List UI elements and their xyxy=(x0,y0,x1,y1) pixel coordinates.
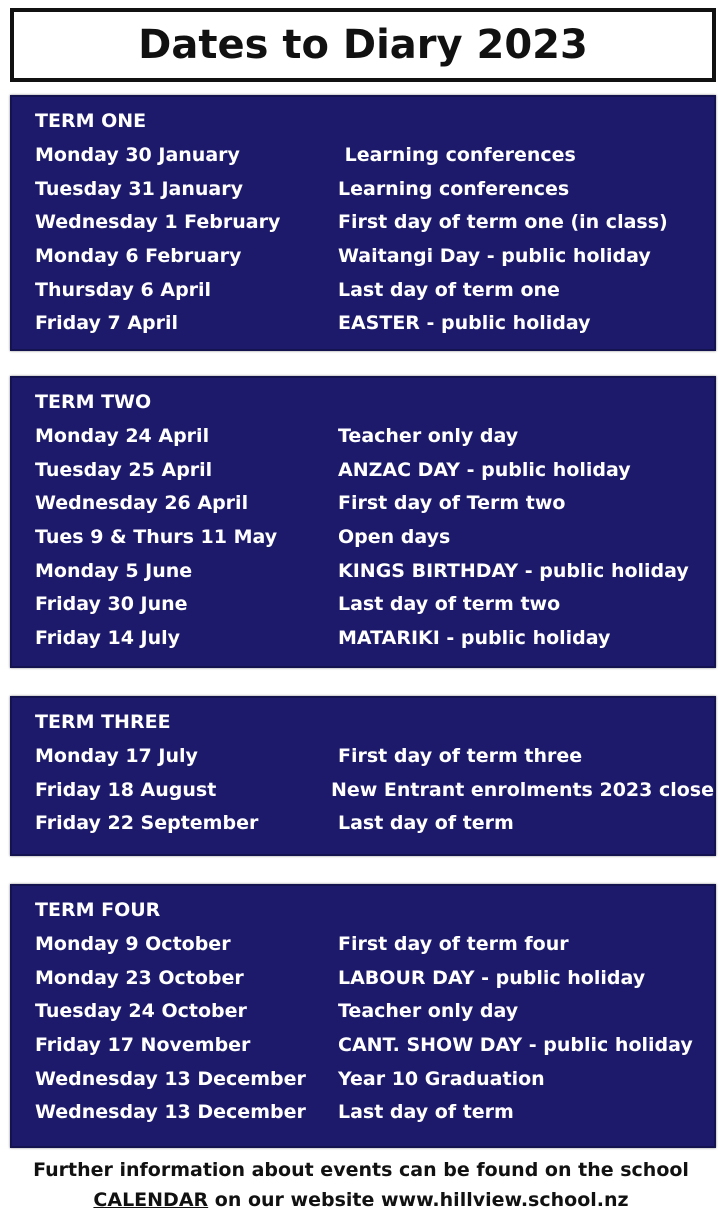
event-cell: Last day of term one xyxy=(338,278,560,301)
date-cell: Wednesday 1 February xyxy=(35,211,281,234)
event-cell: Teacher only day xyxy=(338,1000,519,1023)
event-cell: New Entrant enrolments 2023 close xyxy=(330,778,714,801)
list-item xyxy=(35,1033,714,1067)
date-cell: Monday 17 July xyxy=(35,745,198,767)
date-cell: Monday 30 January xyxy=(35,144,240,166)
term-heading: TERM ONE xyxy=(35,110,147,132)
event-cell: First day of term four xyxy=(338,933,569,955)
date-cell: Tues 9 & Thurs 11 May xyxy=(35,526,278,549)
list-item xyxy=(35,210,714,244)
event-cell: First day of term three xyxy=(338,745,583,767)
event-cell: LABOUR DAY - public holiday xyxy=(338,966,646,989)
list-item xyxy=(35,559,714,593)
event-cell: Teacher only day xyxy=(338,425,519,447)
date-cell: Friday 30 June xyxy=(35,593,188,616)
term-four-panel xyxy=(10,884,716,1148)
list-item xyxy=(35,143,714,177)
list-item xyxy=(35,177,714,211)
event-cell: Last day of term xyxy=(338,1101,514,1124)
date-cell: Thursday 6 April xyxy=(35,278,212,301)
date-cell: Monday 5 June xyxy=(35,559,193,582)
date-cell: Monday 9 October xyxy=(35,933,231,955)
date-cell: Wednesday 13 December xyxy=(35,1067,306,1090)
event-cell: CANT. SHOW DAY - public holiday xyxy=(338,1034,693,1057)
date-cell: Wednesday 13 December xyxy=(35,1101,306,1124)
list-item xyxy=(35,966,714,1000)
event-cell: First day of Term two xyxy=(338,492,566,515)
list-item xyxy=(35,744,714,778)
term-one-panel xyxy=(10,95,716,351)
date-cell: Friday 18 August xyxy=(35,778,217,801)
event-cell: KINGS BIRTHDAY - public holiday xyxy=(338,559,689,582)
date-cell: Friday 22 September xyxy=(35,812,259,835)
list-item xyxy=(35,311,714,345)
footer-line-2-text: on our website www.hillview.school.nz xyxy=(208,1189,629,1211)
list-item xyxy=(35,458,714,492)
footer-line-1: Further information about events can be found on the school xyxy=(33,1159,689,1181)
list-item xyxy=(35,778,714,812)
event-cell: Last day of term two xyxy=(338,593,561,616)
event-cell: Waitangi Day - public holiday xyxy=(338,245,651,268)
list-item xyxy=(35,999,714,1033)
event-cell: Last day of term xyxy=(338,812,514,835)
term-two-panel xyxy=(10,376,716,668)
term-three-panel xyxy=(10,696,716,856)
list-item xyxy=(35,626,714,660)
event-cell: Learning conferences xyxy=(338,144,576,166)
list-item xyxy=(35,932,714,966)
list-item xyxy=(35,525,714,559)
date-cell: Friday 14 July xyxy=(35,627,181,650)
date-cell: Tuesday 24 October xyxy=(35,1000,247,1023)
list-item xyxy=(35,278,714,312)
footer-note xyxy=(0,1155,722,1215)
list-item xyxy=(35,592,714,626)
term-heading: TERM TWO xyxy=(35,391,152,413)
term-heading: TERM THREE xyxy=(35,711,171,733)
page-title: Dates to Diary 2023 xyxy=(138,22,588,68)
list-item xyxy=(35,1067,714,1101)
list-item xyxy=(35,1100,714,1134)
footer-line-2 xyxy=(0,1185,722,1215)
event-cell: EASTER - public holiday xyxy=(338,312,591,335)
event-cell: Learning conferences xyxy=(338,177,570,200)
list-item xyxy=(35,244,714,278)
list-item xyxy=(35,424,714,458)
list-item xyxy=(35,491,714,525)
event-cell: Year 10 Graduation xyxy=(338,1067,545,1090)
date-cell: Tuesday 31 January xyxy=(35,177,244,200)
date-cell: Monday 6 February xyxy=(35,245,242,268)
date-cell: Wednesday 26 April xyxy=(35,492,249,515)
term-heading: TERM FOUR xyxy=(35,899,161,921)
date-cell: Friday 7 April xyxy=(35,312,179,335)
date-cell: Tuesday 25 April xyxy=(35,458,213,481)
calendar-link[interactable]: CALENDAR xyxy=(93,1189,209,1211)
list-item xyxy=(35,811,714,845)
event-cell: First day of term one (in class) xyxy=(338,211,668,234)
event-cell: MATARIKI - public holiday xyxy=(338,627,611,650)
event-cell: Open days xyxy=(338,526,451,549)
title-box xyxy=(10,8,716,82)
date-cell: Friday 17 November xyxy=(35,1034,251,1057)
date-cell: Monday 23 October xyxy=(35,966,244,989)
date-cell: Monday 24 April xyxy=(35,425,210,447)
event-cell: ANZAC DAY - public holiday xyxy=(338,458,631,481)
